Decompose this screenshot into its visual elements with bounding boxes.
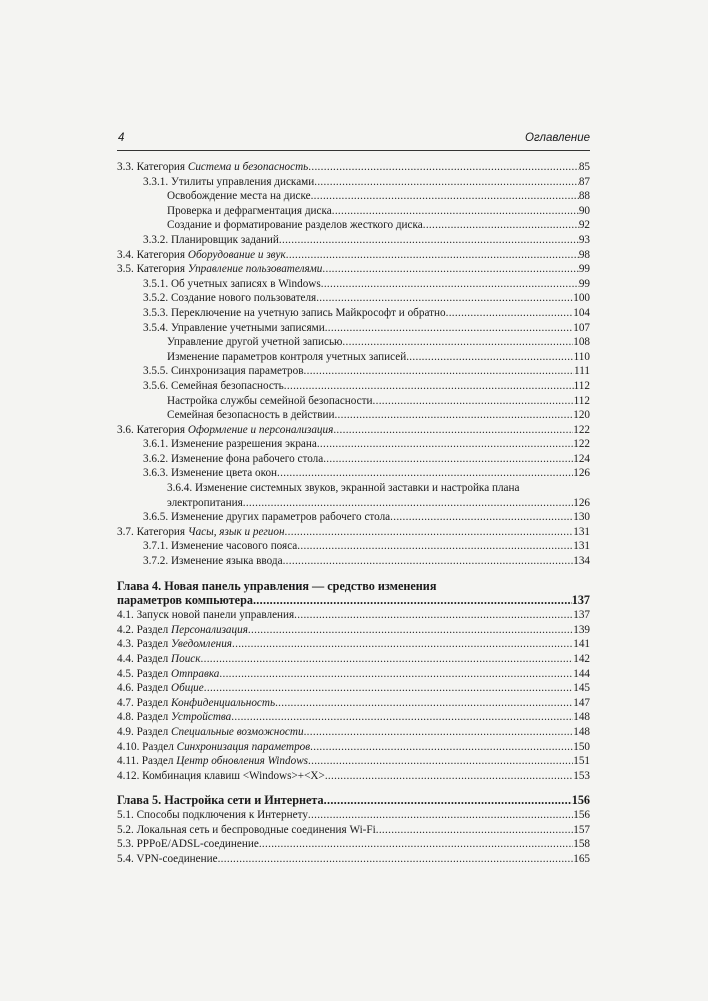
dot-leader [316, 291, 573, 306]
toc-entry-page: 124 [573, 452, 590, 465]
toc-entry-label: 5.4. VPN-соединение [117, 852, 218, 865]
toc-entry-label: 3.5.3. Переключение на учетную запись Майкрософт и обратно [143, 306, 446, 319]
toc-entry-label: 4.11. Раздел Центр обновления Windows [117, 755, 309, 768]
toc-entry [117, 364, 590, 379]
chapter-5-title: Глава 5. Настройка сети и Интернета [117, 793, 324, 808]
toc-entry [117, 277, 590, 292]
toc-entry [117, 291, 590, 306]
toc-entry-page: 87 [578, 175, 590, 188]
dot-leader [323, 452, 573, 467]
toc-entry [117, 321, 590, 336]
toc-entry-label: 4.4. Раздел Поиск [117, 653, 201, 665]
toc-entry-page: 141 [573, 638, 590, 651]
dot-leader [297, 539, 573, 554]
toc-entry [117, 394, 590, 409]
toc-entry [117, 248, 590, 263]
toc-entry-label: 5.1. Способы подключения к Интернету [117, 809, 308, 822]
dot-leader [373, 394, 574, 409]
toc-entry-page: 100 [573, 292, 590, 305]
chapter-4-heading [117, 579, 590, 609]
toc-entry-page: 85 [578, 161, 590, 173]
toc-entry-page: 90 [578, 204, 590, 217]
dot-leader [253, 593, 572, 608]
dot-leader [304, 364, 575, 379]
toc-entry-label: 3.5.1. Об учетных записях в Windows [143, 277, 321, 290]
toc-entry-page: 93 [578, 233, 590, 246]
toc-entry-page: 131 [573, 525, 590, 538]
toc-entry-page: 148 [573, 711, 590, 724]
toc-entry-page: 120 [573, 409, 590, 422]
toc-entry [117, 667, 590, 682]
toc-entry-label: 3.6.5. Изменение других параметров рабочего стола [143, 511, 391, 524]
dot-leader [308, 808, 573, 823]
dot-leader [342, 335, 573, 350]
dot-leader [334, 408, 573, 423]
toc-entry-page: 145 [573, 682, 590, 695]
dot-leader [219, 667, 573, 682]
toc-entry [117, 306, 590, 321]
dot-leader [321, 277, 579, 292]
toc-entry-page: 134 [573, 555, 590, 568]
dot-leader [204, 681, 573, 696]
dot-leader [325, 321, 574, 336]
toc-entry-page: 92 [578, 219, 590, 232]
toc-entry-label: 3.3.2. Планировщик заданий [143, 233, 279, 246]
toc-entry-label: Семейная безопасность в действии [167, 409, 335, 422]
toc-entry-label: 3.4. Категория Оборудование и звук [117, 248, 286, 261]
toc-entry [117, 769, 590, 784]
toc-entry [117, 740, 590, 755]
dot-leader [376, 823, 573, 838]
dot-leader [243, 496, 573, 511]
toc-entry-page: 139 [573, 623, 590, 636]
toc-entry-3-6-4 [117, 481, 590, 510]
dot-leader [259, 837, 573, 852]
toc-entry [117, 525, 590, 540]
toc-entry-label: 3.5. Категория Управление пользователями [117, 263, 323, 276]
toc-entry [117, 623, 590, 638]
toc-entry-label: 3.6. Категория Оформление и персонализация [117, 423, 334, 436]
chapter-5-page: 156 [571, 793, 590, 808]
toc-entry [117, 539, 590, 554]
toc-entry-page: 112 [573, 379, 590, 392]
dot-leader [332, 204, 579, 219]
toc-entry-label: 3.5.2. Создание нового пользователя [143, 292, 317, 305]
toc-entry-label: 3.6.1. Изменение разрешения экрана [143, 438, 317, 451]
toc-entry [117, 808, 590, 823]
dot-leader [308, 160, 579, 175]
toc-entry-label: 3.7. Категория Часы, язык и регион [117, 525, 285, 538]
toc-entry-page: 148 [573, 725, 590, 738]
toc-entry [117, 452, 590, 467]
dot-leader [218, 852, 574, 867]
toc-entry [117, 379, 590, 394]
dot-leader [248, 623, 573, 638]
toc-entry-label: 5.2. Локальная сеть и беспроводные соединения Wi-Fi [117, 823, 376, 836]
dot-leader [325, 769, 573, 784]
dot-leader [446, 306, 574, 321]
section-3-entries [117, 160, 590, 481]
dot-leader [333, 423, 573, 438]
toc-entry-label: 3.5.4. Управление учетными записями [143, 321, 325, 334]
toc-entry-page: 126 [573, 496, 590, 509]
toc-entry-page: 144 [573, 667, 590, 680]
toc-entry-label-line1: 3.6.4. Изменение системных звуков, экранной заставки и настройка плана [167, 482, 520, 495]
running-title: Оглавление [525, 132, 590, 144]
toc-entry [117, 554, 590, 569]
chapter-4-title-line2: параметров компьютера [117, 593, 253, 608]
toc-entry [117, 652, 590, 667]
dot-leader [324, 793, 572, 808]
dot-leader [285, 525, 574, 540]
toc-entry-label: 3.7.2. Изменение языка ввода [143, 555, 283, 568]
toc-entry-label: Создание и форматирование разделов жесткого диска [167, 219, 423, 232]
chapter-4-title-line1: Глава 4. Новая панель управления — средство изменения [117, 578, 437, 593]
toc-entry-label: 3.3.1. Утилиты управления дисками [143, 175, 315, 188]
toc-entry-page: 156 [573, 809, 590, 822]
toc-entry [117, 696, 590, 711]
dot-leader [294, 608, 573, 623]
toc-entry [117, 710, 590, 725]
toc-entry [117, 681, 590, 696]
toc-entry-label: 4.10. Раздел Синхронизация параметров [117, 740, 311, 753]
toc-entry-page: 151 [573, 755, 590, 768]
dot-leader [286, 248, 579, 263]
toc-entry-label: 4.7. Раздел Конфиденциальность [117, 696, 276, 709]
toc-entry-label: 4.3. Раздел Уведомления [117, 638, 233, 651]
table-of-contents [117, 160, 590, 867]
toc-entry [117, 160, 590, 175]
toc-entry-page: 99 [578, 263, 590, 276]
toc-entry-label: Освобождение места на диске [167, 190, 311, 203]
toc-entry [117, 218, 590, 233]
toc-entry-page: 158 [573, 838, 590, 851]
toc-entry-page: 111 [574, 365, 590, 378]
toc-entry-label: Изменение параметров контроля учетных записей [167, 350, 407, 363]
toc-entry [117, 408, 590, 423]
dot-leader [304, 725, 574, 740]
dot-leader [277, 466, 573, 481]
dot-leader [406, 350, 573, 365]
toc-entry-label: 5.3. PPPoE/ADSL-соединение [117, 838, 259, 851]
chapter-4-page: 137 [571, 593, 590, 608]
toc-entry [117, 262, 590, 277]
toc-entry [117, 335, 590, 350]
dot-leader [284, 379, 574, 394]
toc-entry [117, 423, 590, 438]
toc-entry-page: 98 [578, 248, 590, 261]
toc-entry-page: 107 [573, 321, 590, 334]
dot-leader [423, 218, 579, 233]
dot-leader [322, 262, 578, 277]
page-number: 4 [118, 132, 125, 144]
toc-entry-page: 108 [573, 336, 590, 349]
toc-entry-page: 126 [573, 467, 590, 480]
toc-entry-label: 4.6. Раздел Общие [117, 682, 204, 695]
toc-entry-page: 88 [578, 190, 590, 203]
dot-leader [311, 189, 579, 204]
toc-entry-page: 104 [573, 306, 590, 319]
toc-entry-page: 122 [573, 438, 590, 451]
toc-entry-label: 3.5.5. Синхронизация параметров [143, 365, 304, 378]
dot-leader [390, 510, 573, 525]
dot-leader [279, 233, 579, 248]
toc-entry-label: 4.2. Раздел Персонализация [117, 623, 248, 636]
toc-entry-label: 4.5. Раздел Отправка [117, 667, 220, 680]
toc-entry-page: 147 [573, 696, 590, 709]
toc-entry [117, 754, 590, 769]
toc-entry-label: Управление другой учетной записью [167, 336, 343, 349]
toc-entry-page: 131 [573, 540, 590, 553]
toc-entry-page: 157 [573, 823, 590, 836]
toc-entry-label: 3.7.1. Изменение часового пояса [143, 540, 298, 553]
toc-entry-label: 3.5.6. Семейная безопасность [143, 379, 284, 392]
chapter-5-heading [117, 793, 590, 808]
dot-leader [201, 652, 574, 667]
toc-entry-label: 4.9. Раздел Специальные возможности [117, 725, 304, 738]
toc-entry-page: 165 [573, 852, 590, 865]
toc-entry [117, 189, 590, 204]
toc-entry-label: 3.6.2. Изменение фона рабочего стола [143, 452, 324, 465]
toc-entry-label: 3.6.3. Изменение цвета окон [143, 467, 278, 480]
toc-entry-label: 4.8. Раздел Устройства [117, 711, 232, 724]
toc-entry-label: 3.3. Категория Система и безопасность [117, 161, 309, 173]
toc-entry-page: 99 [578, 277, 590, 290]
toc-entry [117, 725, 590, 740]
dot-leader [275, 696, 573, 711]
toc-entry-page: 137 [573, 609, 590, 622]
toc-entry [117, 350, 590, 365]
toc-entry-page: 122 [573, 423, 590, 436]
toc-entry [117, 510, 590, 525]
toc-entry-label: Настройка службы семейной безопасности [167, 394, 373, 407]
toc-entry-label: 4.12. Комбинация клавиш <Windows>+<X> [117, 769, 325, 782]
toc-entry [117, 637, 590, 652]
page-header [117, 130, 590, 151]
dot-leader [310, 740, 573, 755]
toc-entry-label: 4.1. Запуск новой панели управления [117, 609, 295, 622]
toc-entry-label: Проверка и дефрагментация диска [167, 204, 332, 217]
toc-entry-page: 150 [573, 740, 590, 753]
toc-entry [117, 608, 590, 623]
section-4-entries [117, 608, 590, 783]
toc-entry [117, 233, 590, 248]
dot-leader [317, 437, 573, 452]
toc-entry-page: 153 [573, 769, 590, 782]
section-3-tail-entries [117, 510, 590, 568]
section-5-entries [117, 808, 590, 866]
dot-leader [231, 710, 573, 725]
toc-entry [117, 823, 590, 838]
toc-entry [117, 437, 590, 452]
dot-leader [308, 754, 573, 769]
dot-leader [283, 554, 574, 569]
toc-entry-label-line2: электропитания [167, 496, 243, 509]
dot-leader [232, 637, 573, 652]
toc-entry [117, 852, 590, 867]
toc-entry-page: 130 [573, 511, 590, 524]
toc-entry-page: 112 [573, 394, 590, 407]
toc-entry [117, 175, 590, 190]
toc-entry [117, 466, 590, 481]
dot-leader [314, 175, 579, 190]
toc-entry-page: 142 [573, 653, 590, 665]
toc-entry-page: 110 [573, 350, 590, 363]
toc-entry [117, 837, 590, 852]
toc-entry [117, 204, 590, 219]
